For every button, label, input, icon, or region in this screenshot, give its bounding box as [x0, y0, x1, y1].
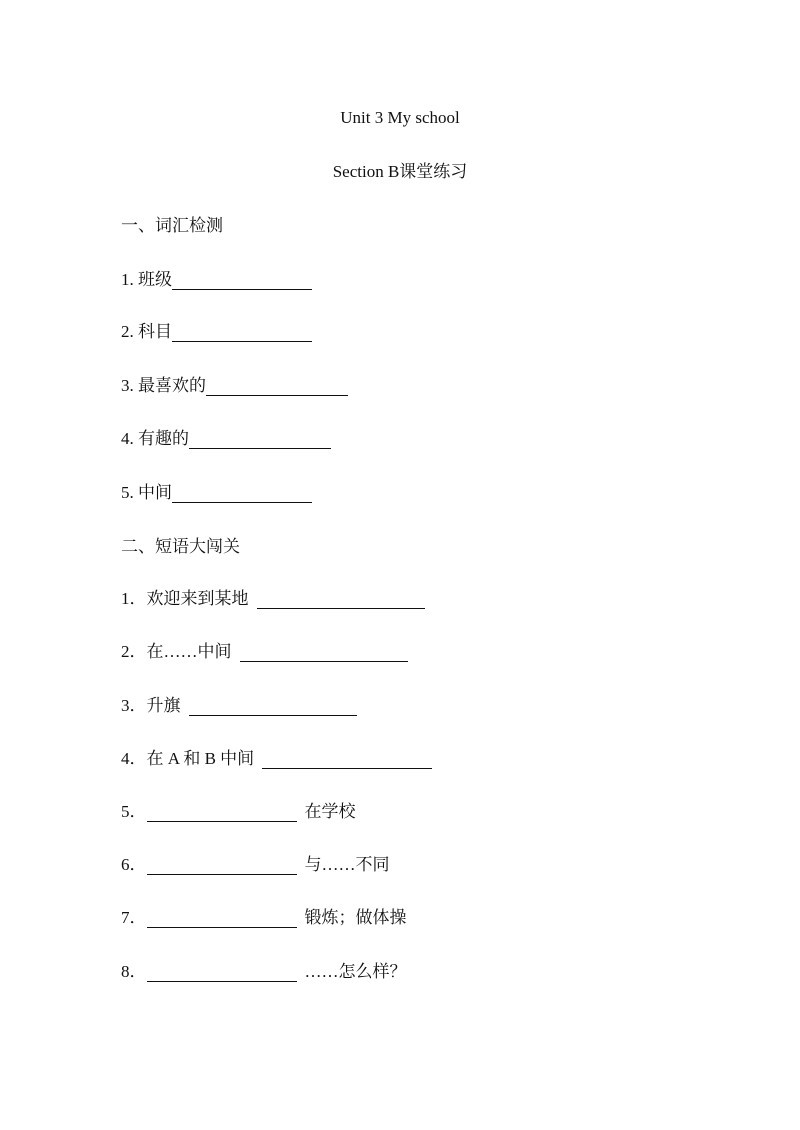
phrase-item-2 [121, 642, 408, 662]
phrase-item-1 [121, 589, 425, 609]
item-prompt: 有趣的 [138, 429, 189, 448]
item-prompt: 在……中间 [146, 642, 232, 661]
phrase-item-3 [121, 696, 357, 716]
answer-blank[interactable] [147, 909, 297, 928]
item-number: 1． [121, 589, 147, 608]
item-prompt: 科目 [138, 322, 172, 341]
vocab-item-3 [121, 376, 348, 396]
item-prompt: 最喜欢的 [138, 376, 206, 395]
item-number: 7． [121, 908, 147, 927]
answer-blank[interactable] [189, 697, 357, 716]
item-number: 1. [121, 270, 138, 289]
section2-heading: 二、短语大闯关 [121, 537, 240, 556]
answer-blank[interactable] [206, 377, 348, 396]
item-number: 3． [121, 696, 147, 715]
answer-blank[interactable] [172, 484, 312, 503]
item-number: 6． [121, 855, 147, 874]
item-number: 5． [121, 802, 147, 821]
answer-blank[interactable] [262, 750, 432, 769]
item-prompt: 在 A 和 B 中间 [146, 749, 255, 768]
phrase-item-6 [121, 855, 390, 875]
phrase-item-8 [121, 962, 407, 982]
item-prompt: 与……不同 [304, 855, 390, 874]
item-number: 3. [121, 376, 138, 395]
section1-heading: 一、词汇检测 [121, 216, 223, 235]
phrase-item-5 [121, 802, 356, 822]
answer-blank[interactable] [147, 803, 297, 822]
item-number: 4． [121, 749, 147, 768]
page-subtitle: Section B课堂练习 [332, 162, 468, 181]
phrase-item-4 [121, 749, 432, 769]
item-number: 5. [121, 483, 138, 502]
vocab-item-2 [121, 322, 312, 342]
vocab-item-5 [121, 483, 312, 503]
item-number: 2． [121, 642, 147, 661]
item-prompt: 中间 [138, 483, 172, 502]
page-title: Unit 3 My school [340, 108, 460, 127]
item-number: 2. [121, 322, 138, 341]
vocab-item-4 [121, 429, 331, 449]
item-prompt: ……怎么样？ [304, 962, 407, 981]
answer-blank[interactable] [172, 323, 312, 342]
item-prompt: 欢迎来到某地 [146, 589, 249, 608]
item-number: 4. [121, 429, 138, 448]
item-number: 8． [121, 962, 147, 981]
answer-blank[interactable] [240, 643, 408, 662]
item-prompt: 班级 [138, 270, 172, 289]
item-prompt: 锻炼；做体操 [304, 908, 407, 927]
answer-blank[interactable] [147, 856, 297, 875]
item-prompt: 在学校 [304, 802, 356, 821]
answer-blank[interactable] [189, 430, 331, 449]
phrase-item-7 [121, 908, 407, 928]
answer-blank[interactable] [257, 590, 425, 609]
answer-blank[interactable] [172, 271, 312, 290]
vocab-item-1 [121, 270, 312, 290]
answer-blank[interactable] [147, 963, 297, 982]
item-prompt: 升旗 [146, 696, 181, 715]
